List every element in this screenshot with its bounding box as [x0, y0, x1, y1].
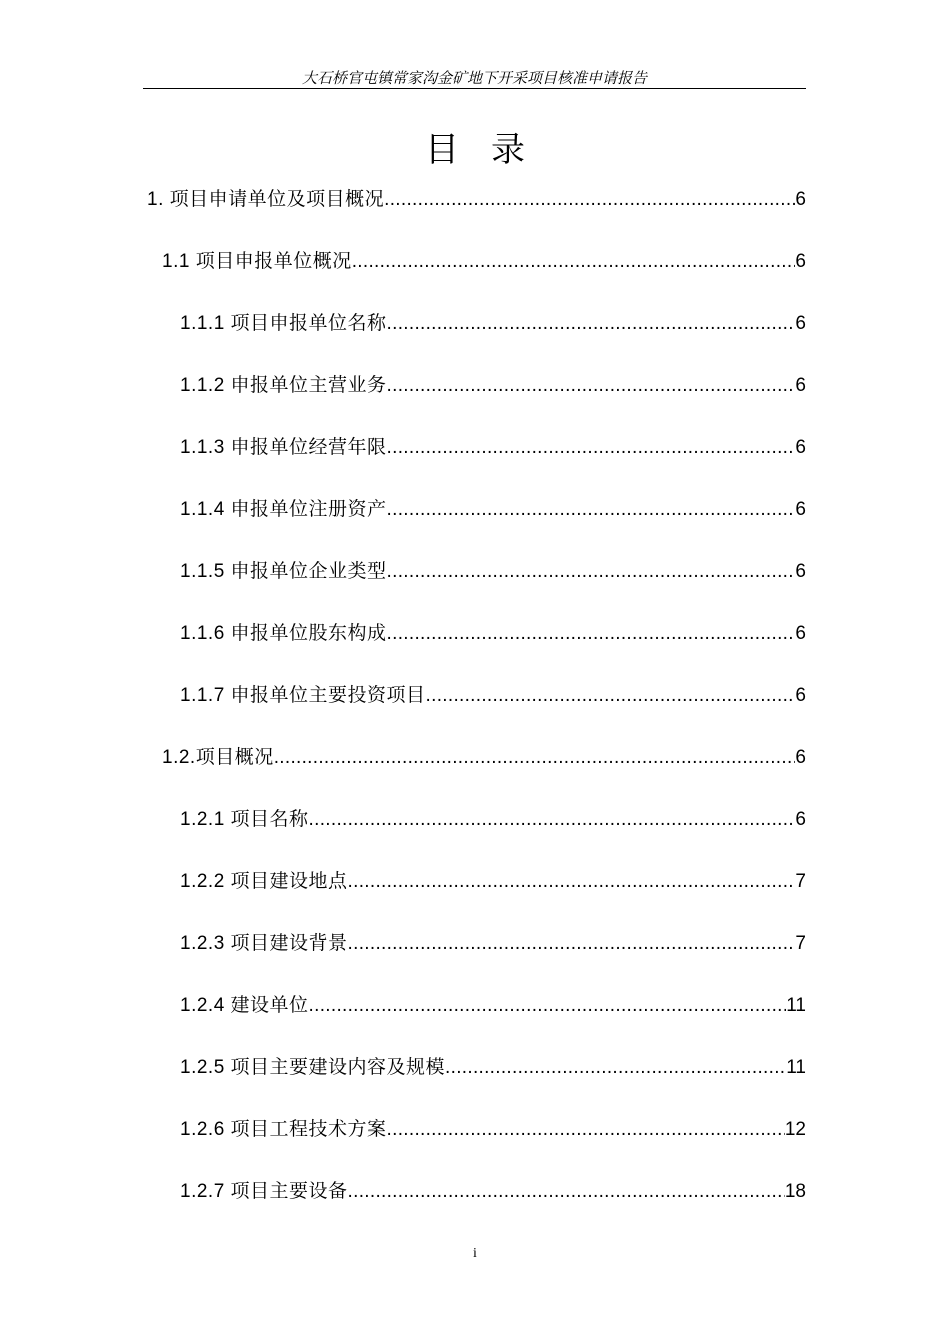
toc-leader-dots — [445, 1055, 786, 1081]
toc-leader-dots — [348, 931, 796, 957]
toc-leader-dots — [387, 497, 796, 523]
toc-entry[interactable] — [180, 1179, 806, 1205]
toc-entry-page: 6 — [795, 189, 806, 210]
toc-entry-page: 11 — [786, 1057, 806, 1078]
toc-leader-dots — [387, 1117, 785, 1143]
toc-leader-dots — [348, 1179, 785, 1205]
toc-entry[interactable] — [180, 559, 806, 585]
toc-leader-dots — [426, 683, 796, 709]
toc-entry-page: 7 — [795, 871, 806, 892]
toc-leader-dots — [387, 435, 796, 461]
toc-entry[interactable] — [180, 373, 806, 399]
toc-entry-label: 1.1 项目申报单位概况 — [162, 251, 352, 272]
toc-entry-page: 6 — [795, 809, 806, 830]
toc-entry-page: 6 — [795, 623, 806, 644]
toc-leader-dots — [309, 807, 796, 833]
toc-entry[interactable] — [162, 745, 806, 771]
toc-leader-dots — [309, 993, 787, 1019]
toc-entry[interactable] — [180, 435, 806, 461]
toc-entry[interactable] — [147, 187, 806, 213]
header-rule — [143, 88, 806, 89]
toc-entry-label: 1.2.3 项目建设背景 — [180, 933, 348, 954]
toc-leader-dots — [387, 559, 796, 585]
toc-entry[interactable] — [162, 249, 806, 275]
toc-entry[interactable] — [180, 931, 806, 957]
toc-entry-label: 1.2.4 建设单位 — [180, 995, 309, 1016]
toc-entry-label: 1.1.3 申报单位经营年限 — [180, 437, 387, 458]
toc-entry[interactable] — [180, 621, 806, 647]
toc-leader-dots — [274, 745, 796, 771]
toc-leader-dots — [387, 621, 796, 647]
toc-leader-dots — [387, 311, 796, 337]
toc-entry-page: 6 — [795, 499, 806, 520]
toc-entry-label: 1. 项目申请单位及项目概况 — [147, 189, 385, 210]
toc-entry-page: 11 — [786, 995, 806, 1016]
toc-leader-dots — [348, 869, 796, 895]
toc-entry[interactable] — [180, 497, 806, 523]
toc-title: 目录 — [425, 130, 557, 170]
toc-entry-label: 1.1.4 申报单位注册资产 — [180, 499, 387, 520]
page-number: i — [473, 1246, 477, 1261]
toc-entry-label: 1.1.6 申报单位股东构成 — [180, 623, 387, 644]
toc-leader-dots — [387, 373, 796, 399]
toc-entry-label: 1.2.1 项目名称 — [180, 809, 309, 830]
toc-entry-page: 6 — [795, 561, 806, 582]
toc-entry-page: 12 — [784, 1119, 806, 1140]
toc-entry-page: 6 — [795, 313, 806, 334]
toc-entry-label: 1.2.项目概况 — [162, 747, 274, 768]
toc-entry-label: 1.1.2 申报单位主营业务 — [180, 375, 387, 396]
toc-entry[interactable] — [180, 807, 806, 833]
toc-entry-label: 1.1.1 项目申报单位名称 — [180, 313, 387, 334]
running-header: 大石桥官屯镇常家沟金矿地下开采项目核准申请报告 — [301, 69, 647, 87]
toc-entry-label: 1.2.2 项目建设地点 — [180, 871, 348, 892]
toc-entry-page: 7 — [795, 933, 806, 954]
toc-entry[interactable] — [180, 993, 806, 1019]
toc-entry-page: 18 — [784, 1181, 806, 1202]
toc-entry-label: 1.1.5 申报单位企业类型 — [180, 561, 387, 582]
toc-entry-label: 1.2.7 项目主要设备 — [180, 1181, 348, 1202]
toc-entry-page: 6 — [795, 747, 806, 768]
toc-entry[interactable] — [180, 1117, 806, 1143]
toc-entry[interactable] — [180, 869, 806, 895]
toc-leader-dots — [384, 187, 795, 213]
toc-entry[interactable] — [180, 683, 806, 709]
toc-leader-dots — [352, 249, 796, 275]
toc-entry-page: 6 — [795, 375, 806, 396]
toc-entry[interactable] — [180, 311, 806, 337]
toc-entry-page: 6 — [795, 437, 806, 458]
toc-entry-label: 1.2.6 项目工程技术方案 — [180, 1119, 387, 1140]
toc-entry-page: 6 — [795, 251, 806, 272]
toc-entry-label: 1.2.5 项目主要建设内容及规模 — [180, 1057, 446, 1078]
toc-entry[interactable] — [180, 1055, 806, 1081]
toc-entry-page: 6 — [795, 685, 806, 706]
toc-entry-label: 1.1.7 申报单位主要投资项目 — [180, 685, 426, 706]
